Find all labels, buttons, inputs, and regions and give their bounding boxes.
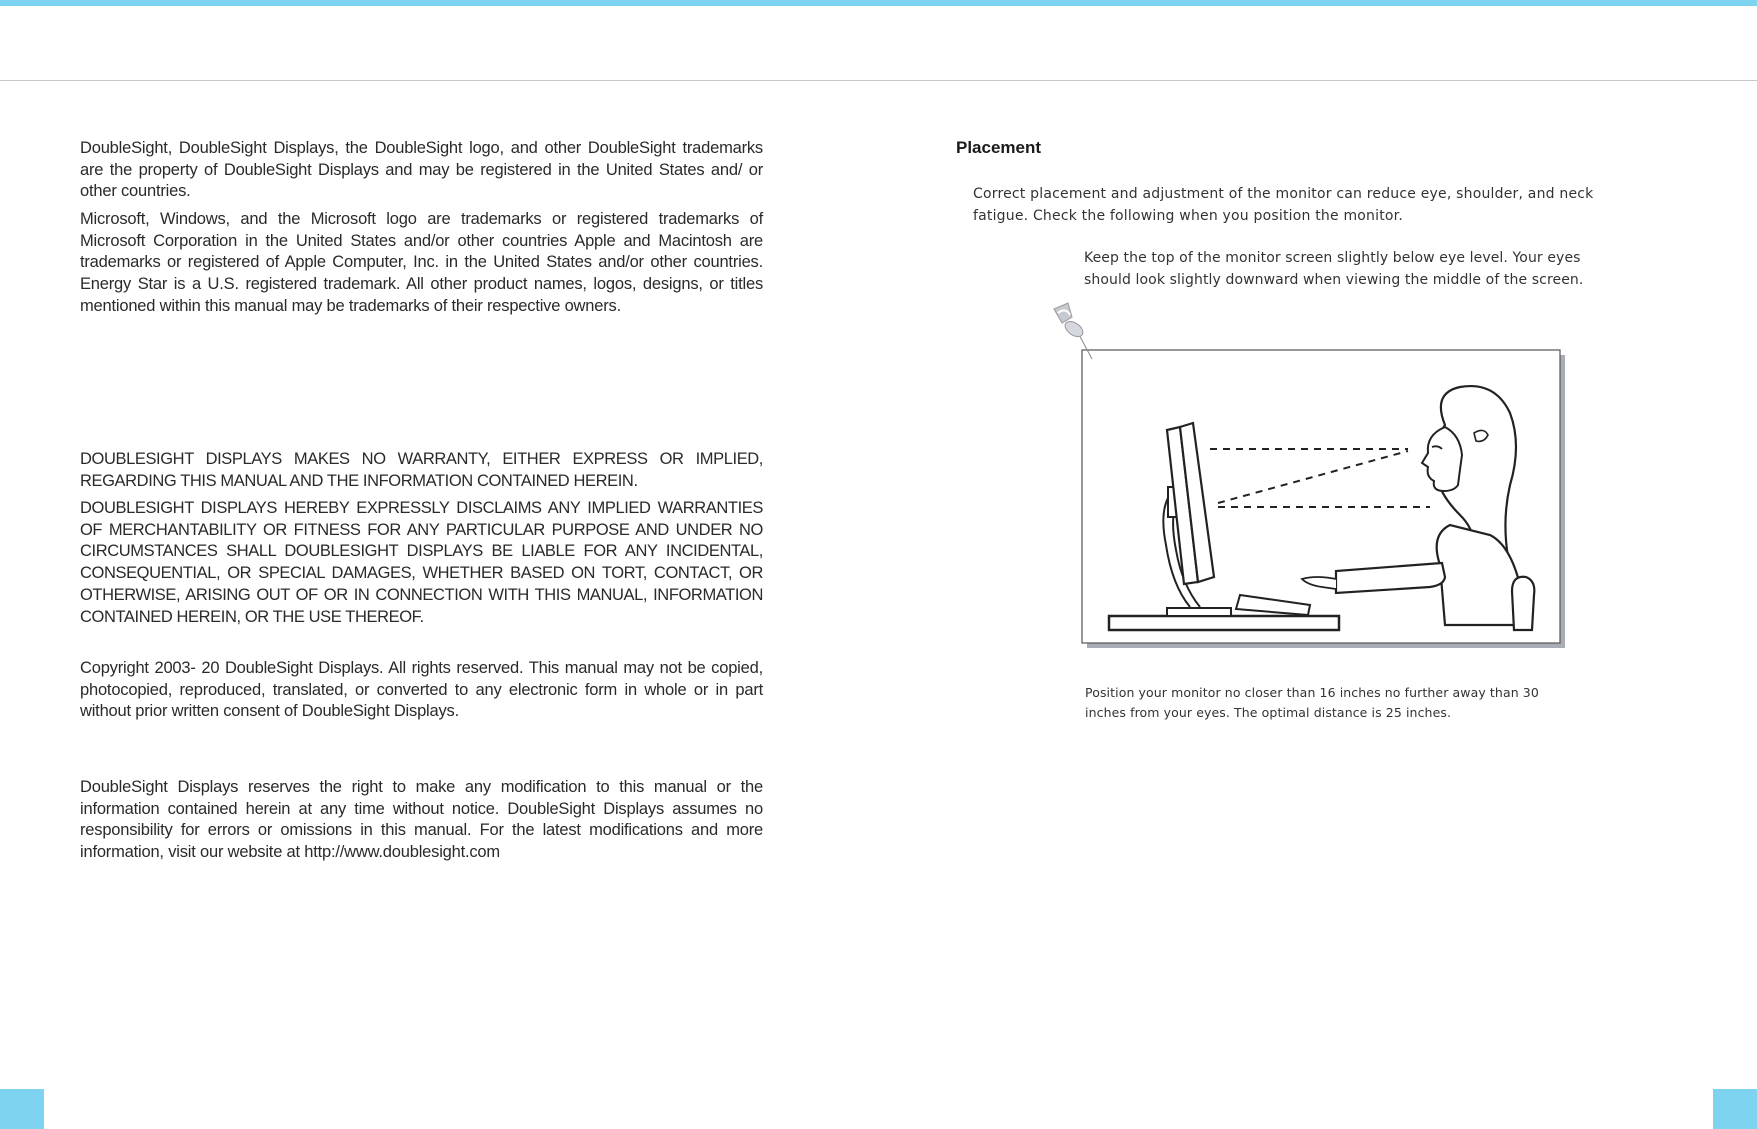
warranty-paragraph: DOUBLESIGHT DISPLAYS MAKES NO WARRANTY, EITHER EXPRESS OR IMPLIED, REGARDING THIS MANUAL AND THE INFORMATION CONTAINED HEREIN. [80, 450, 763, 490]
chair-back [1512, 577, 1534, 630]
monitor-placement-illustration [1040, 295, 1570, 655]
copyright-paragraph: Copyright 2003- 20 DoubleSight Displays. All rights reserved. This manual may not be copied, photocopied, reproduced, translated, or converted to any electronic form in whole or in part without prior written consent of DoubleSight Displays. [80, 659, 763, 721]
intro-paragraph: Correct placement and adjustment of the monitor can reduce eye, shoulder, and neck fatigue. Check the following when you position the monitor. [973, 186, 1594, 224]
header-divider [0, 80, 1757, 81]
page-corner-left [0, 1089, 44, 1129]
page-corner-right [1713, 1089, 1757, 1129]
rights-paragraph: DoubleSight Displays reserves the right to make any modification to this manual or the information contained herein at any time without notice. DoubleSight Displays assumes no responsibility for errors or omissions in this manual. For the latest modifications and more information, visit our website at http://www.doublesight.com [80, 778, 763, 862]
trademarks-paragraph: DoubleSight, DoubleSight Displays, the DoubleSight logo, and other DoubleSight trademarks are the property of DoubleSight Displays and may be registered in the United States and/ or other countries. [80, 139, 763, 201]
eye-level-tip: Keep the top of the monitor screen slightly below eye level. Your eyes should look slightly downward when viewing the middle of the screen. [1084, 250, 1584, 288]
top-accent-bar [0, 0, 1757, 6]
monitor-base [1167, 608, 1231, 616]
microsoft-trademarks-paragraph: Microsoft, Windows, and the Microsoft logo are trademarks or registered trademarks of Microsoft Corporation in the United States and/or other countries Apple and Macintosh are trademarks or registered of Apple Computer, Inc. in the United States and/or other countries. Energy Star is a U.S. registered trademark. All other product names, logos, designs, or titles mentioned within this manual may be trademarks of their respective owners. [80, 210, 763, 315]
desk [1109, 616, 1339, 630]
distance-caption: Position your monitor no closer than 16 inches no further away than 30 inches from your eyes. The optimal distance is 25 inches. [1085, 685, 1539, 720]
disclaimer-paragraph: DOUBLESIGHT DISPLAYS HEREBY EXPRESSLY DISCLAIMS ANY IMPLIED WARRANTIES OF MERCHANTABILITY OR FITNESS FOR ANY PARTICULAR PURPOSE AND UNDER NO CIRCUMSTANCES SHALL DOUBLESIGHT DISPLAYS BE LIABLE FOR ANY INCIDENTAL, CONSEQUENTIAL, OR SPECIAL DAMAGES, WHETHER BASED ON TORT, CONTACT, OR OTHERWISE, ARISING OUT OF OR IN CONNECTION WITH THIS MANUAL, INFORMATION CONTAINED HEREIN, OR THE USE THEREOF. [80, 499, 763, 626]
section-title: Placement [956, 138, 1042, 157]
